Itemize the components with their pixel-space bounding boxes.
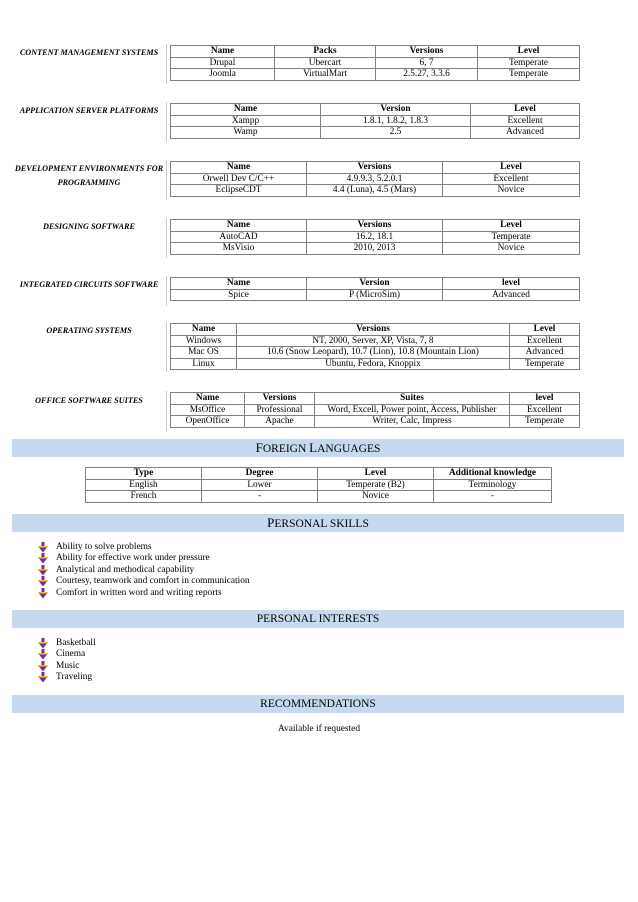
section-label-design: DESIGNING SOFTWARE bbox=[43, 222, 135, 231]
arrow-down-bullet-icon bbox=[38, 576, 48, 587]
column-header: level bbox=[510, 393, 580, 405]
table-cell: Ubuntu, Fedora, Knoppix bbox=[237, 358, 510, 370]
column-header: Level bbox=[443, 162, 580, 174]
heading-text: OREIGN bbox=[262, 443, 310, 455]
column-header: Name bbox=[171, 220, 307, 232]
table-cell: MsVisio bbox=[171, 243, 307, 255]
interest-text: Music bbox=[56, 660, 80, 671]
table-row bbox=[171, 243, 580, 255]
heading-text: SKILLS bbox=[329, 518, 369, 530]
table-cell: - bbox=[434, 491, 552, 503]
table-cell: Novice bbox=[318, 491, 434, 503]
column-header: Version bbox=[321, 104, 471, 116]
table-row bbox=[171, 173, 580, 185]
table-cell: Xampp bbox=[171, 115, 321, 127]
table-cell: 6, 7 bbox=[376, 57, 478, 69]
table-row bbox=[171, 185, 580, 197]
arrow-down-bullet-icon bbox=[38, 638, 48, 649]
table-cell: Novice bbox=[443, 243, 580, 255]
table-row bbox=[171, 289, 580, 301]
section-divider bbox=[166, 160, 167, 200]
table-header-row bbox=[86, 468, 552, 480]
table-cell: Excellent bbox=[510, 335, 580, 347]
table-cell: AutoCAD bbox=[171, 231, 307, 243]
section-heading-foreign-languages bbox=[12, 439, 624, 457]
list-item bbox=[38, 565, 250, 576]
table-cell: Mac OS bbox=[171, 347, 237, 359]
skill-text: Ability to solve problems bbox=[56, 542, 152, 552]
list-item bbox=[38, 649, 96, 660]
table-header-row bbox=[171, 278, 580, 290]
interest-text: Basketball bbox=[56, 638, 96, 648]
table-cell: VirtualMart bbox=[275, 69, 376, 81]
arrow-down-bullet-icon bbox=[38, 661, 48, 672]
table-row bbox=[171, 115, 580, 127]
office-table bbox=[170, 392, 580, 428]
list-item bbox=[38, 638, 96, 649]
table-cell: Joomla bbox=[171, 69, 275, 81]
table-header-row bbox=[171, 162, 580, 174]
arrow-down-bullet-icon bbox=[38, 672, 48, 683]
section-label-dev-env bbox=[14, 162, 164, 190]
interests-list bbox=[38, 638, 96, 684]
cms-table bbox=[170, 45, 580, 81]
list-item bbox=[38, 661, 96, 672]
skill-text: Comfort in written word and writing reports bbox=[56, 587, 222, 598]
table-cell: 1.8.1, 1.8.2, 1.8.3 bbox=[321, 115, 471, 127]
column-header: Name bbox=[171, 324, 237, 336]
column-header: Level bbox=[478, 46, 580, 58]
table-cell: Advanced bbox=[443, 289, 580, 301]
table-cell: Temperate bbox=[510, 416, 580, 428]
table-cell: Writer, Calc, Impress bbox=[315, 416, 510, 428]
section-label-ic: INTEGRATED CIRCUITS SOFTWARE bbox=[19, 280, 159, 289]
table-header-row bbox=[171, 220, 580, 232]
table-cell: Spice bbox=[171, 289, 307, 301]
arrow-down-bullet-icon bbox=[38, 553, 48, 564]
table-header-row bbox=[171, 104, 580, 116]
section-divider bbox=[166, 218, 167, 258]
table-row bbox=[171, 335, 580, 347]
table-cell: OpenOffice bbox=[171, 416, 245, 428]
arrow-down-bullet-icon bbox=[38, 649, 48, 660]
section-heading-personal-skills bbox=[12, 514, 624, 532]
table-cell: Apache bbox=[245, 416, 315, 428]
list-item bbox=[38, 588, 250, 599]
table-row bbox=[171, 127, 580, 139]
column-header: level bbox=[443, 278, 580, 290]
design-table bbox=[170, 219, 580, 255]
column-header: Versions bbox=[245, 393, 315, 405]
table-cell: Ubercart bbox=[275, 57, 376, 69]
table-cell: Word, Excell, Power point, Access, Publisher bbox=[315, 404, 510, 416]
table-cell: EclipseCDT bbox=[171, 185, 307, 197]
list-item bbox=[38, 553, 250, 564]
heading-initial: F bbox=[255, 440, 263, 455]
section-heading-personal-interests: PERSONAL INTERESTS bbox=[12, 610, 624, 628]
column-header: Name bbox=[171, 104, 321, 116]
column-header: Versions bbox=[237, 324, 510, 336]
section-divider bbox=[166, 322, 167, 372]
column-header: Type bbox=[86, 468, 202, 480]
column-header: Name bbox=[171, 393, 245, 405]
table-cell: English bbox=[86, 479, 202, 491]
column-header: Name bbox=[171, 162, 307, 174]
table-cell: French bbox=[86, 491, 202, 503]
table-cell: Drupal bbox=[171, 57, 275, 69]
column-header: Name bbox=[171, 46, 275, 58]
section-divider bbox=[166, 391, 167, 431]
table-cell: Excellent bbox=[510, 404, 580, 416]
table-cell: MsOffice bbox=[171, 404, 245, 416]
column-header: Version bbox=[307, 278, 443, 290]
table-header-row bbox=[171, 324, 580, 336]
arrow-down-bullet-icon bbox=[38, 542, 48, 553]
languages-table bbox=[85, 467, 552, 503]
section-heading-recommendations: RECOMMENDATIONS bbox=[12, 695, 624, 713]
table-row bbox=[171, 347, 580, 359]
table-cell: Terminology bbox=[434, 479, 552, 491]
table-row bbox=[86, 479, 552, 491]
table-cell: Lower bbox=[202, 479, 318, 491]
table-cell: 4.9.9.3, 5.2.0.1 bbox=[307, 173, 443, 185]
recommendations-text: Available if requested bbox=[277, 724, 361, 734]
heading-text: ERSONAL bbox=[274, 518, 330, 530]
table-row bbox=[171, 416, 580, 428]
table-cell: Excellent bbox=[443, 173, 580, 185]
section-divider bbox=[166, 276, 167, 306]
table-cell: Temperate bbox=[478, 57, 580, 69]
table-cell: 2010, 2013 bbox=[307, 243, 443, 255]
column-header: Additional knowledge bbox=[434, 468, 552, 480]
table-row bbox=[171, 57, 580, 69]
table-cell: 16.2, 18.1 bbox=[307, 231, 443, 243]
table-cell: 2.5.27, 3.3.6 bbox=[376, 69, 478, 81]
arrow-down-bullet-icon bbox=[38, 565, 48, 576]
list-item bbox=[38, 576, 250, 587]
column-header: Name bbox=[171, 278, 307, 290]
table-cell: 2.5 bbox=[321, 127, 471, 139]
table-header-row bbox=[171, 393, 580, 405]
skill-text: Courtesy, teamwork and comfort in communication bbox=[56, 576, 250, 587]
table-row bbox=[171, 231, 580, 243]
column-header: Level bbox=[471, 104, 580, 116]
list-item bbox=[38, 672, 96, 683]
table-row bbox=[171, 404, 580, 416]
table-cell: 10.6 (Snow Leopard), 10.7 (Lion), 10.8 (Mountain Lion) bbox=[237, 347, 510, 359]
arrow-down-bullet-icon bbox=[38, 588, 48, 599]
table-cell: Linux bbox=[171, 358, 237, 370]
column-header: Level bbox=[510, 324, 580, 336]
os-table bbox=[170, 323, 580, 370]
section-label-app-server: APPLICATION SERVER PLATFORMS bbox=[19, 106, 159, 115]
table-cell: Excellent bbox=[471, 115, 580, 127]
table-cell: P (MicroSim) bbox=[307, 289, 443, 301]
skill-text: Analytical and methodical capability bbox=[56, 564, 195, 575]
interest-text: Traveling bbox=[56, 672, 93, 683]
table-header-row bbox=[171, 46, 580, 58]
section-label-office: OFFICE SOFTWARE SUITES bbox=[35, 396, 143, 405]
heading-initial: P bbox=[267, 515, 275, 530]
table-cell: Temperate bbox=[478, 69, 580, 81]
table-cell: Novice bbox=[443, 185, 580, 197]
section-divider bbox=[166, 44, 167, 84]
skills-list bbox=[38, 542, 250, 599]
column-header: Level bbox=[443, 220, 580, 232]
table-cell: Temperate bbox=[510, 358, 580, 370]
column-header: Packs bbox=[275, 46, 376, 58]
interest-text: Cinema bbox=[56, 649, 86, 660]
column-header: Versions bbox=[307, 162, 443, 174]
table-cell: Orwell Dev C/C++ bbox=[171, 173, 307, 185]
table-cell: Professional bbox=[245, 404, 315, 416]
table-cell: Advanced bbox=[471, 127, 580, 139]
column-header: Suites bbox=[315, 393, 510, 405]
section-label-line: PROGRAMMING bbox=[57, 178, 121, 187]
table-cell: Temperate bbox=[443, 231, 580, 243]
column-header: Level bbox=[318, 468, 434, 480]
table-cell: NT, 2000, Server, XP, Vista, 7, 8 bbox=[237, 335, 510, 347]
list-item bbox=[38, 542, 250, 553]
column-header: Versions bbox=[376, 46, 478, 58]
table-cell: 4.4 (Luna), 4.5 (Mars) bbox=[307, 185, 443, 197]
dev-env-table bbox=[170, 161, 580, 197]
section-label-os: OPERATING SYSTEMS bbox=[46, 326, 132, 335]
column-header: Degree bbox=[202, 468, 318, 480]
skill-text: Ability for effective work under pressure bbox=[56, 553, 210, 564]
section-label-line: DEVELOPMENT ENVIRONMENTS FOR bbox=[14, 164, 164, 173]
app-server-table bbox=[170, 103, 580, 139]
column-header: Versions bbox=[307, 220, 443, 232]
heading-initial: L bbox=[309, 440, 318, 455]
section-divider bbox=[166, 102, 167, 142]
section-label-cms: CONTENT MANAGEMENT SYSTEMS bbox=[19, 48, 159, 57]
table-cell: Advanced bbox=[510, 347, 580, 359]
table-row bbox=[171, 69, 580, 81]
table-cell: Wamp bbox=[171, 127, 321, 139]
table-cell: - bbox=[202, 491, 318, 503]
ic-table bbox=[170, 277, 580, 301]
table-row bbox=[86, 491, 552, 503]
table-row bbox=[171, 358, 580, 370]
table-cell: Temperate (B2) bbox=[318, 479, 434, 491]
table-cell: Windows bbox=[171, 335, 237, 347]
heading-text: ANGUAGES bbox=[317, 443, 381, 455]
